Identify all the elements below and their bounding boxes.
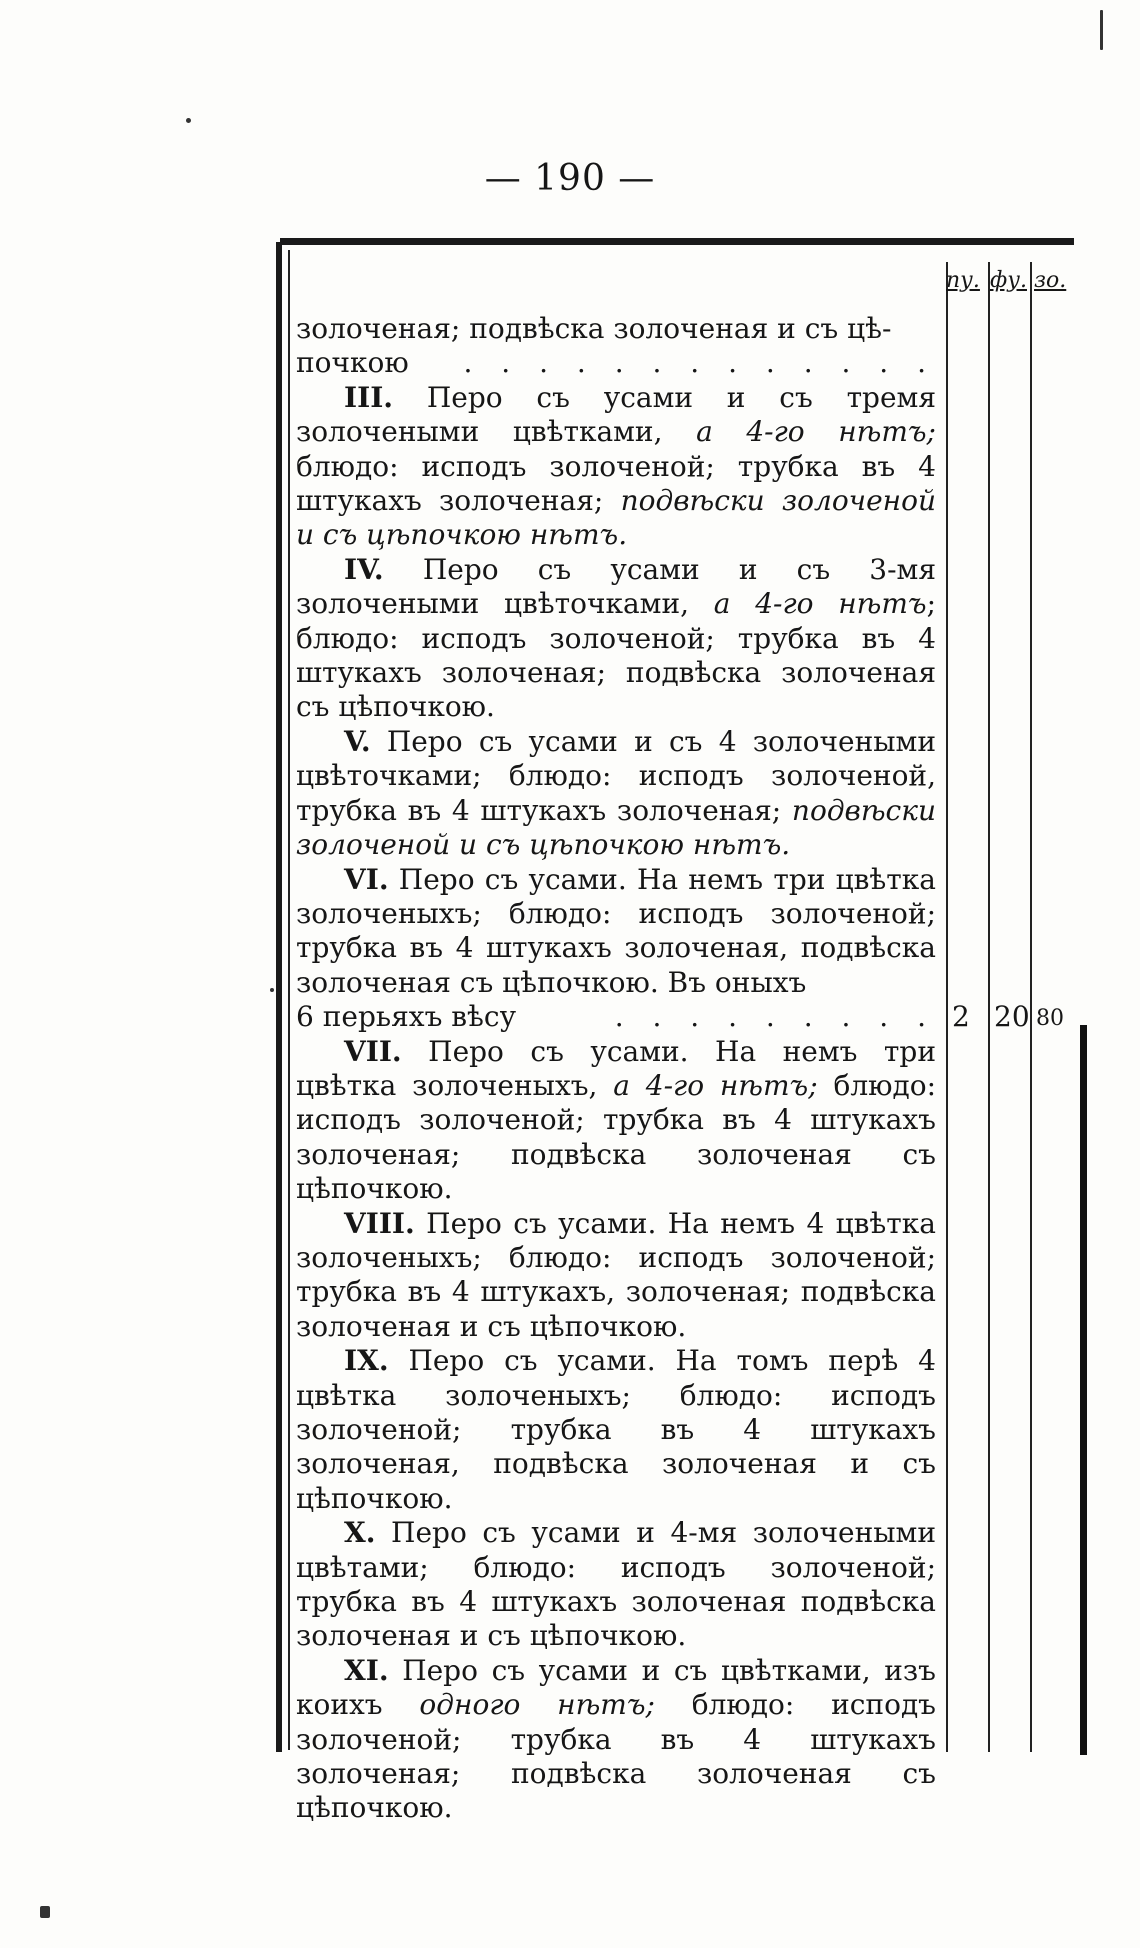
inventory-entry: [296, 1516, 936, 1654]
entry-number: V.: [344, 724, 371, 758]
entry-text: [296, 1000, 516, 1034]
entry-text-part: Перо съ усами. На немъ 4 цвѣтка золоченыхъ; блюдо: исподъ золоченой; трубка въ 4 штукахъ, золоченая; подвѣска золоченая и съ цѣпочкою.: [296, 1206, 936, 1343]
column-header-pud: пу.: [946, 268, 980, 293]
leader-dots: . . . . . . . . . . . . .: [463, 346, 936, 380]
weight-funt: 20: [994, 1000, 1030, 1033]
weight-pud: 2: [952, 1000, 970, 1033]
entry-text-part: Перо съ усами и съ цвѣтками, изъ коихъ: [296, 1653, 936, 1722]
continuation-line: [296, 312, 936, 346]
inventory-entry: [296, 1207, 936, 1345]
entry-text-part: 6 перьяхъ вѣсу: [296, 1000, 517, 1034]
entry-text-part: Перо съ усами и съ 4 золочеными цвѣточками; блюдо: исподъ золоченой, трубка въ 4 штукахъ золоченая;: [296, 724, 936, 827]
inventory-entry: [296, 1035, 936, 1207]
column-header-funt: фу.: [990, 268, 1027, 293]
entry-text: [296, 346, 409, 380]
inventory-entry: [296, 863, 936, 1001]
column-rule-funt: [988, 262, 990, 1752]
entry-text-part: Перо съ усами и 4-мя золочеными цвѣтами; блюдо: исподъ золоченой; трубка въ 4 штукахъ золоченая подвѣска золоченая и съ цѣпочкою.: [296, 1516, 936, 1653]
entry-italic-note: а 4-го нѣтъ;: [696, 415, 936, 449]
inventory-entry: [296, 1344, 936, 1516]
entry-italic-note: подвѣски золоченой и съ цѣпочкою нѣтъ.: [296, 793, 936, 862]
frame-top-rule: [280, 238, 1074, 245]
entry-number: III.: [344, 380, 394, 414]
column-header-zol: зо.: [1034, 268, 1067, 293]
bracket-bar: [1080, 1025, 1087, 1755]
entry-text-part: блюдо: исподъ золоченой; трубка въ 4 штукахъ золоченая; подвѣска золоченая съ цѣпочкою.: [296, 1688, 936, 1825]
entry-italic-note: а 4-го нѣтъ;: [613, 1068, 818, 1102]
entry-italic-note: одного нѣтъ;: [419, 1688, 655, 1722]
continuation-line: [296, 1000, 936, 1034]
entry-number: IX.: [344, 1344, 389, 1378]
weight-zol: 80: [1036, 1006, 1064, 1031]
entry-number: XI.: [344, 1653, 389, 1687]
entry-number: VI.: [344, 862, 389, 896]
inventory-entry: [296, 553, 936, 725]
continuation-line: [296, 346, 936, 380]
entry-italic-note: подвѣски золоченой и съ цѣпочкою нѣтъ.: [296, 484, 936, 552]
entry-text-part: блюдо: исподъ золоченой; трубка въ 4 штукахъ золоченая;: [296, 449, 936, 518]
entry-italic-note: а 4-го нѣтъ: [713, 587, 927, 621]
scan-speck: [186, 118, 191, 123]
inventory-text: [296, 312, 936, 1826]
entry-text-part: золоченая; подвѣска золоченая и съ цѣ-: [296, 312, 892, 345]
inventory-entry: [296, 725, 936, 863]
entry-number: IV.: [344, 552, 384, 586]
frame-left-rule: [276, 242, 282, 1752]
entry-text-part: Перо съ усами. На томъ перѣ 4 цвѣтка золоченыхъ; блюдо: исподъ золоченой; трубка въ 4 штукахъ золоченая, подвѣска золоченая и съ цѣпочкою.: [296, 1344, 936, 1515]
entry-text-part: ; блюдо: исподъ золоченой; трубка въ 4 штукахъ золоченая; подвѣска золоченая съ цѣпочкою.: [296, 587, 937, 724]
frame-left-inner-rule: [288, 250, 290, 1750]
entry-text-part: почкою: [296, 346, 409, 380]
entry-text-part: Перо съ усами. На немъ три цвѣтка золоченыхъ,: [296, 1034, 936, 1102]
page-number: — 190 —: [484, 158, 656, 199]
entry-text-part: блюдо: исподъ золоченой; трубка въ 4 штукахъ золоченая; подвѣска золоченая съ цѣпочкою.: [296, 1068, 937, 1206]
entry-text-part: Перо съ усами и съ тремя золочеными цвѣтками,: [296, 380, 936, 449]
entry-number: VIII.: [344, 1206, 415, 1240]
column-rule-zol: [1030, 262, 1032, 1752]
column-rule-pud: [946, 262, 948, 1752]
scan-speck: [270, 988, 274, 992]
entry-number: VII.: [344, 1034, 402, 1068]
entry-number: X.: [344, 1516, 376, 1550]
scan-speck: [40, 1906, 50, 1918]
inventory-entry: [296, 1654, 936, 1826]
entry-text-part: Перо съ усами и съ 3-мя золочеными цвѣточками,: [296, 552, 936, 621]
leader-dots: . . . . . . . . .: [614, 1000, 936, 1034]
scan-speck: [1100, 10, 1103, 50]
entry-text-part: Перо съ усами. На немъ три цвѣтка золоченыхъ; блюдо: исподъ золоченой; трубка въ 4 штукахъ золоченая, подвѣска золоченая съ цѣпочкою. Въ оныхъ: [296, 862, 936, 999]
inventory-entry: [296, 381, 936, 553]
